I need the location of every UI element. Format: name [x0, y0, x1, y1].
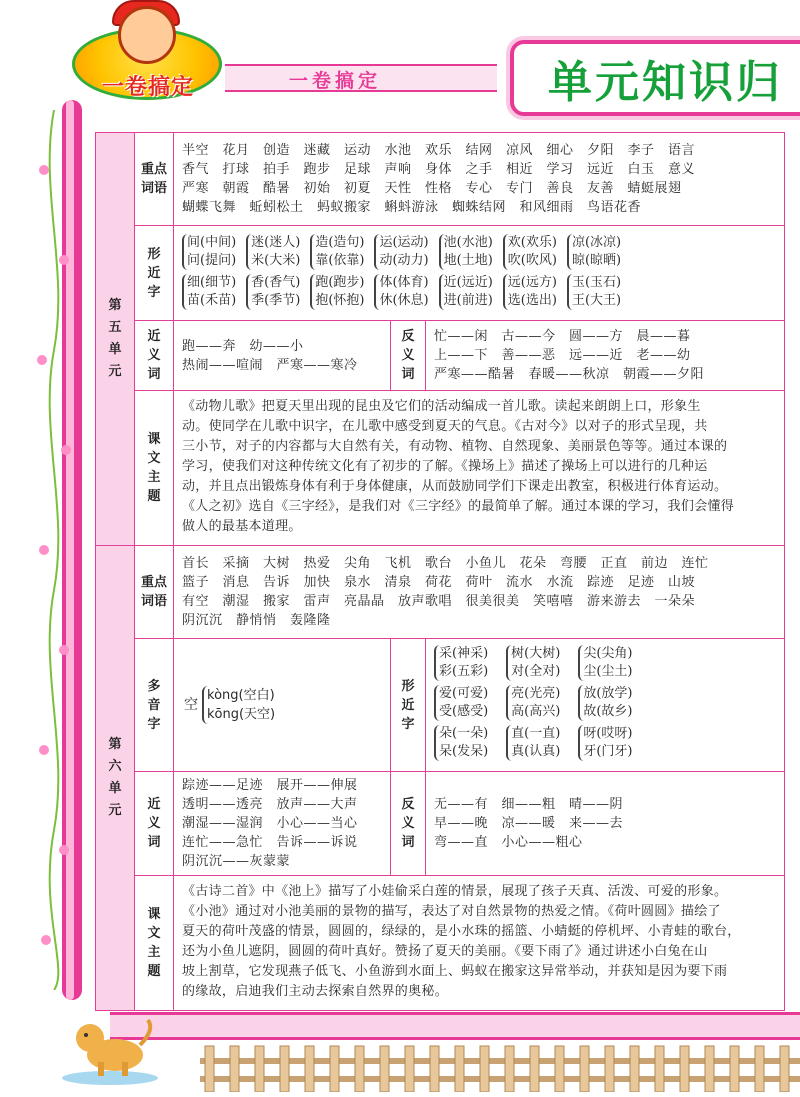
char-pair: 树(大树) 对(全对)	[506, 645, 560, 681]
antonym-line: 弯——直 小心——粗心	[434, 835, 583, 850]
char-pair: 近(远近) 进(前进)	[439, 274, 493, 310]
unit6-vocab-line: 阴沉沉 静悄悄 轰隆隆	[182, 613, 331, 628]
synonym-line: 连忙——急忙 告诉——诉说	[182, 835, 358, 850]
unit5-similar-pairs-row	[182, 274, 776, 310]
knowledge-table	[95, 132, 785, 1011]
unit6-poly-similar-row	[96, 639, 785, 772]
theme-line: 《人之初》选自《三字经》，是我们对《三字经》的最简单了解。通过本课的学习，我们会懂得	[182, 499, 735, 514]
theme-line: 还为小鱼儿遮阴，圆圆的荷叶真好。赞扬了夏天的美丽。《要下雨了》通过讲述小白兔在山	[182, 944, 708, 959]
polyphone-char: 空	[184, 696, 198, 713]
antonym-line: 忙——闲 古——今 圆——方 晨——暮	[434, 329, 691, 344]
char-pair: 欢(欢乐) 吹(吹风)	[503, 234, 557, 270]
synonym-line: 热闹——喧闹 严寒——寒冷	[182, 357, 358, 373]
unit5-synonym-content	[174, 321, 391, 391]
theme-line: 学习，使我们对这种传统文化有了初步的了解。《操场上》描述了操场上可以进行的几种运	[182, 459, 708, 474]
unit5-similar-row	[96, 226, 785, 321]
unit6-synonym-label: 近义词	[135, 772, 174, 876]
char-pair: 间(中间) 问(提问)	[182, 234, 236, 270]
unit6-vocab-line: 首长 采摘 大树 热爱 尖角 飞机 歌台 小鱼儿 花朵 弯腰 正直 前边 连忙	[182, 556, 709, 571]
unit5-similar-content	[174, 226, 785, 321]
unit6-vocab-line: 有空 潮湿 搬家 雷声 亮晶晶 放声歌唱 很美很美 笑嘻嘻 游来游去 一朵朵	[182, 594, 696, 609]
page-title: 单元知识归	[548, 57, 783, 108]
flower-vine-decoration	[34, 110, 74, 990]
unit5-vocab-line: 半空 花月 创造 迷藏 运动 水池 欢乐 结网 凉风 细心 夕阳 李子 语言	[182, 143, 696, 158]
unit6-synonym-content	[174, 772, 391, 876]
char-pair: 放(放学) 故(故乡)	[578, 685, 632, 721]
unit5-vocab-row	[96, 133, 785, 226]
char-pair: 细(细节) 苗(禾苗)	[182, 274, 236, 310]
unit6-similar-label: 形近字	[391, 639, 426, 772]
char-pair: 采(神采) 彩(五彩)	[434, 645, 488, 681]
char-pair: 玉(玉石) 王(大王)	[567, 274, 621, 310]
theme-line: 《古诗二首》中《池上》描写了小娃偷采白莲的情景，展现了孩子天真、活泼、可爱的形象。	[182, 884, 728, 899]
unit5-theme-content	[174, 391, 785, 546]
unit5-synonym-label: 近义词	[135, 321, 174, 391]
antonym-line: 早——晚 凉——暖 来——去	[434, 816, 624, 831]
unit6-vocab-content	[174, 546, 785, 639]
unit6-similar-content	[426, 639, 785, 772]
unit5-syn-ant-row	[96, 321, 785, 391]
theme-line: 动，并且点出锻炼身体有利于身体健康，从而鼓励同学们下课走出教室，积极进行体育运动。	[182, 479, 728, 494]
char-pair: 跑(跑步) 抱(怀抱)	[310, 274, 364, 310]
unit5-similar-pairs-row	[182, 234, 776, 270]
theme-line: 坡上割草，它发现燕子低飞、小鱼游到水面上、蚂蚁在搬家这异常举动，并获知是因为要下雨	[182, 964, 728, 979]
unit6-theme-label: 课文主题	[135, 876, 174, 1011]
unit5-vocab-label: 重点词语	[135, 133, 174, 226]
theme-line: 的缘故，启迪我们主动去探索自然界的奥秘。	[182, 984, 449, 999]
unit6-polyphone-content	[174, 639, 391, 772]
char-pair: 体(体育) 休(休息)	[374, 274, 428, 310]
unit5-theme-label: 课文主题	[135, 391, 174, 546]
theme-line: 做人的最基本道理。	[182, 519, 302, 534]
theme-line: 《动物儿歌》把夏天里出现的昆虫及它们的活动编成一首儿歌。读起来朗朗上口，形象生	[182, 399, 701, 414]
synonym-line: 踪迹——足迹 展开——伸展	[182, 778, 358, 793]
unit6-antonym-label: 反义词	[391, 772, 426, 876]
char-pair: 香(香气) 季(季节)	[246, 274, 300, 310]
char-pair: 呀(哎呀) 牙(门牙)	[578, 725, 632, 761]
unit6-similar-pairs-row	[434, 725, 776, 761]
char-pair: 远(远方) 选(选出)	[503, 274, 557, 310]
unit5-antonym-content	[426, 321, 785, 391]
synonym-line: 阴沉沉——灰蒙蒙	[182, 854, 291, 869]
char-pair: 池(水池) 地(土地)	[439, 234, 493, 270]
synonym-line: 透明——透亮 放声——大声	[182, 797, 358, 812]
synonym-line: 跑——奔 幼——小	[182, 338, 304, 354]
unit6-vocab-label: 重点词语	[135, 546, 174, 639]
unit5-label: 第五单元	[96, 133, 135, 546]
unit5-vocab-line: 蝴蝶飞舞 蚯蚓松土 蚂蚁搬家 蝌蚪游泳 蜘蛛结网 和风细雨 鸟语花香	[182, 200, 642, 215]
char-pair: 亮(光亮) 高(高兴)	[506, 685, 560, 721]
char-pair: 尖(尖角) 尘(尘土)	[578, 645, 632, 681]
unit6-vocab-line: 篮子 消息 告诉 加快 泉水 清泉 荷花 荷叶 流水 水流 踪迹 足迹 山坡	[182, 575, 696, 590]
unit6-similar-pairs-row	[434, 645, 776, 681]
unit5-antonym-label: 反义词	[391, 321, 426, 391]
bottom-decorative-strip	[110, 1012, 800, 1040]
fence-decoration	[200, 1040, 800, 1092]
synonym-line: 潮湿——湿润 小心——当心	[182, 816, 358, 831]
antonym-line: 上——下 善——恶 远——近 老——幼	[434, 348, 691, 363]
banner-strip-text: 一卷搞定	[288, 70, 381, 92]
unit5-vocab-line: 严寒 朝霞 酷暑 初始 初夏 天性 性格 专心 专门 善良 友善 蜻蜓展翅	[182, 181, 682, 196]
unit6-polyphone-label: 多音字	[135, 639, 174, 772]
unit5-theme-row	[96, 391, 785, 546]
logo-mascot-face	[118, 6, 176, 64]
char-pair: 造(造句) 靠(依靠)	[310, 234, 364, 270]
logo-text: 一卷搞定	[101, 75, 194, 100]
antonym-line: 严寒——酷暑 春暖——秋凉 朝霞——夕阳	[434, 367, 705, 382]
unit5-vocab-content	[174, 133, 785, 226]
char-pair: 朵(一朵) 呆(发呆)	[434, 725, 488, 761]
char-pair: 直(一直) 真(认真)	[506, 725, 560, 761]
theme-line: 三小节，对子的内容都与大自然有关，有动物、植物、自然现象、美丽景色等等。通过本课的	[182, 439, 728, 454]
unit6-vocab-row	[96, 546, 785, 639]
antonym-line: 无——有 细——粗 晴——阴	[434, 797, 624, 812]
unit6-similar-pairs-row	[434, 685, 776, 721]
char-pair: 凉(冰凉) 晾(晾晒)	[567, 234, 621, 270]
theme-line: 动。使同学在儿歌中识字，在儿歌中感受到夏天的气息。《古对今》以对子的形式呈现，共	[182, 419, 708, 434]
unit6-label: 第六单元	[96, 546, 135, 1011]
unit6-theme-row	[96, 876, 785, 1011]
char-pair: 运(运动) 动(动力)	[374, 234, 428, 270]
unit6-theme-content	[174, 876, 785, 1011]
polyphone-readings: kòng(空白) kōng(天空)	[202, 686, 275, 724]
char-pair: 迷(迷人) 米(大米)	[246, 234, 300, 270]
unit6-syn-ant-row	[96, 772, 785, 876]
unit6-antonym-content	[426, 772, 785, 876]
theme-line: 《小池》通过对小池美丽的景物的描写，表达了对自然景物的热爱之情。《荷叶圆圆》描绘了	[182, 904, 721, 919]
theme-line: 夏天的荷叶茂盛的情景，圆圆的，绿绿的，是小水珠的摇篮、小蜻蜓的停机坪、小青蛙的歌台，	[182, 924, 741, 939]
unit5-similar-label: 形近字	[135, 226, 174, 321]
cartoon-dog-decoration	[60, 1000, 160, 1085]
char-pair: 爱(可爱) 受(感受)	[434, 685, 488, 721]
unit5-vocab-line: 香气 打球 拍手 跑步 足球 声响 身体 之手 相近 学习 远近 白玉 意义	[182, 162, 696, 177]
